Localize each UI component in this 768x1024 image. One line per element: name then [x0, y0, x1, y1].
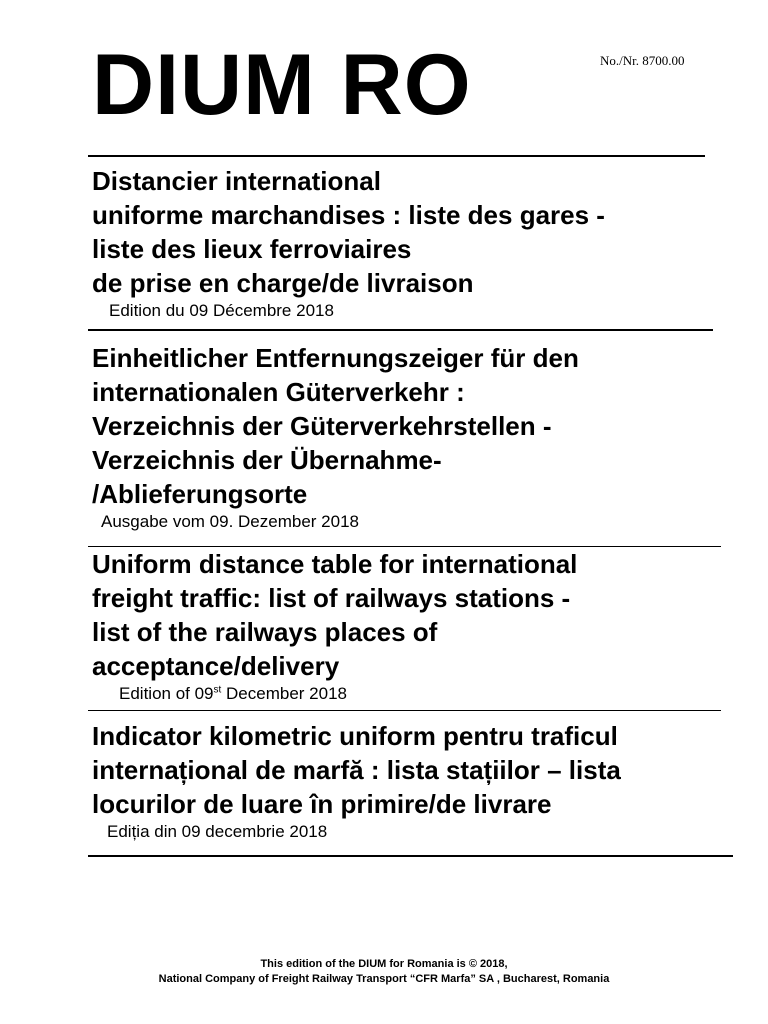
- title-line: internationalen Güterverkehr :: [92, 377, 465, 407]
- section-title: [92, 164, 738, 300]
- title-line: /Ablieferungsorte: [92, 479, 308, 509]
- title-line: uniforme marchandises : liste des gares -: [92, 200, 605, 230]
- title-line: Distancier international: [92, 166, 381, 196]
- section-title: [92, 341, 738, 511]
- section-german: [92, 341, 738, 533]
- edition-text: December 2018: [221, 684, 347, 703]
- title-line: freight traffic: list of railways stations -: [92, 583, 571, 613]
- document-number: No./Nr. 8700.00: [600, 53, 685, 68]
- title-line: acceptance/delivery: [92, 651, 340, 681]
- copyright-footer: [0, 957, 768, 987]
- title-line: Uniform distance table for international: [92, 549, 578, 579]
- divider: [88, 855, 733, 857]
- title-line: de prise en charge/de livraison: [92, 268, 474, 298]
- edition-text: Edition of 09: [119, 684, 214, 703]
- publisher-line: National Company of Freight Railway Transport “CFR Marfa” SA , Bucharest, Romania: [158, 973, 610, 985]
- title-line: Verzeichnis der Güterverkehrstellen -: [92, 411, 552, 441]
- title-line: locurilor de luare în primire/de livrare: [92, 789, 552, 819]
- copyright-line: This edition of the DIUM for Romania is © 2018,: [260, 958, 508, 970]
- title-line: Verzeichnis der Übernahme-: [92, 445, 442, 475]
- section-romanian: [92, 719, 738, 843]
- title-line: internațional de marfă : lista stațiilor – lista: [92, 755, 621, 785]
- section-french: [92, 164, 738, 322]
- document-title: DIUM RO: [92, 37, 472, 133]
- section-title: [92, 547, 738, 683]
- title-line: list of the railways places of: [92, 617, 438, 647]
- title-line: Indicator kilometric uniform pentru traficul: [92, 721, 618, 751]
- edition-date: Ediția din 09 decembrie 2018: [107, 822, 328, 841]
- divider: [88, 710, 721, 711]
- edition-superscript: st: [213, 684, 222, 696]
- divider: [88, 329, 713, 331]
- title-line: liste des lieux ferroviaires: [92, 234, 412, 264]
- edition-date: Edition du 09 Décembre 2018: [109, 301, 334, 320]
- edition-date: Ausgabe vom 09. Dezember 2018: [101, 512, 359, 531]
- title-line: Einheitlicher Entfernungszeiger für den: [92, 343, 579, 373]
- section-title: [92, 719, 738, 821]
- divider: [88, 155, 705, 157]
- section-english: [92, 547, 738, 705]
- edition-date: [92, 683, 738, 705]
